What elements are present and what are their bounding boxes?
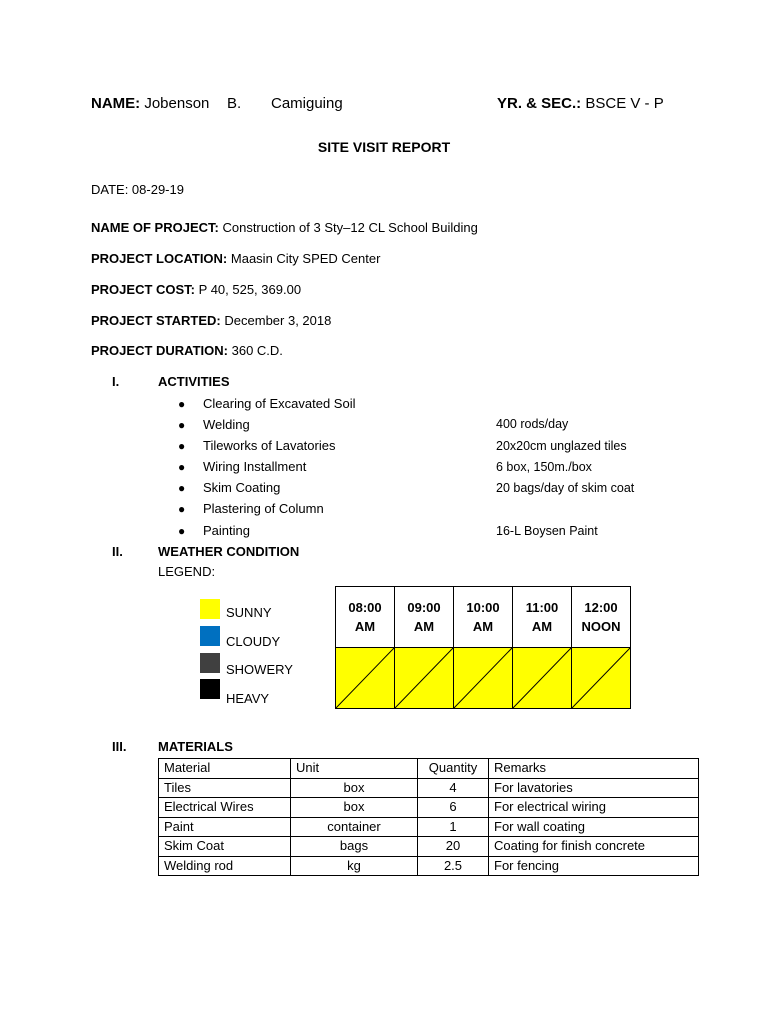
weather-condition-row <box>336 648 631 709</box>
field-value: Maasin City SPED Center <box>230 251 381 266</box>
time-period: AM <box>531 619 553 634</box>
time-value: 11:00 <box>525 600 559 615</box>
time-header-cell <box>454 587 513 648</box>
section-title-materials: MATERIALS <box>158 739 233 754</box>
name-middle: B. <box>227 95 242 112</box>
bullet-icon: ● <box>178 397 186 411</box>
time-value: 12:00 <box>584 600 618 615</box>
remarks-cell: For wall coating <box>489 817 699 837</box>
remarks-cell: Coating for finish concrete <box>489 837 699 857</box>
activity-remark: 20x20cm unglazed tiles <box>496 439 627 453</box>
time-period: AM <box>413 619 435 634</box>
section-title-weather: WEATHER CONDITION <box>158 544 300 559</box>
column-header-quantity: Quantity <box>418 759 489 779</box>
legend-swatch-showery <box>200 653 220 673</box>
table-header-row <box>159 759 699 779</box>
activity-name: Tileworks of Lavatories <box>203 438 336 453</box>
time-header-cell <box>395 587 454 648</box>
bullet-icon: ● <box>178 481 186 495</box>
weather-cell-sunny <box>513 648 572 709</box>
material-cell: Paint <box>159 817 291 837</box>
report-date: DATE: 08-29-19 <box>91 182 184 197</box>
yr-sec-value: BSCE V - P <box>585 95 664 112</box>
name-label: NAME: <box>91 95 141 112</box>
field-project-name <box>91 220 478 235</box>
legend-label-cloudy: CLOUDY <box>226 634 281 649</box>
yr-sec-label: YR. & SEC.: <box>497 95 582 112</box>
material-cell: Skim Coat <box>159 837 291 857</box>
field-project-duration <box>91 343 283 358</box>
legend-swatch-heavy <box>200 679 220 699</box>
section-number: I. <box>112 374 120 389</box>
activity-remark: 20 bags/day of skim coat <box>496 481 635 495</box>
weather-cell-sunny <box>336 648 395 709</box>
name-last: Camiguing <box>271 95 343 112</box>
unit-cell: box <box>291 798 418 818</box>
material-cell: Electrical Wires <box>159 798 291 818</box>
remarks-cell: For lavatories <box>489 778 699 798</box>
quantity-cell: 20 <box>418 837 489 857</box>
activity-name: Clearing of Excavated Soil <box>203 396 356 411</box>
name-first: Jobenson <box>144 95 210 112</box>
section-number: II. <box>112 544 123 559</box>
remarks-cell: For fencing <box>489 856 699 876</box>
legend-swatch-sunny <box>200 599 220 619</box>
bullet-icon: ● <box>178 439 186 453</box>
table-row <box>159 837 699 857</box>
weather-time-row <box>336 587 631 648</box>
activity-remark: 16-L Boysen Paint <box>496 524 598 538</box>
activity-name: Wiring Installment <box>203 459 307 474</box>
time-period: AM <box>472 619 494 634</box>
unit-cell: box <box>291 778 418 798</box>
material-cell: Tiles <box>159 778 291 798</box>
remarks-cell: For electrical wiring <box>489 798 699 818</box>
unit-cell: bags <box>291 837 418 857</box>
unit-cell: container <box>291 817 418 837</box>
activity-name: Skim Coating <box>203 480 281 495</box>
field-project-started <box>91 313 331 328</box>
field-value: P 40, 525, 369.00 <box>198 282 302 297</box>
activity-name: Welding <box>203 417 250 432</box>
quantity-cell: 1 <box>418 817 489 837</box>
table-row <box>159 798 699 818</box>
material-cell: Welding rod <box>159 856 291 876</box>
table-row <box>159 817 699 837</box>
weather-cell-sunny <box>454 648 513 709</box>
activity-name: Painting <box>203 523 250 538</box>
time-header-cell <box>572 587 631 648</box>
field-value: 360 C.D. <box>231 343 283 358</box>
quantity-cell: 6 <box>418 798 489 818</box>
table-row <box>159 778 699 798</box>
legend-swatch-cloudy <box>200 626 220 646</box>
section-title-activities: ACTIVITIES <box>158 374 230 389</box>
time-value: 08:00 <box>348 600 382 615</box>
legend-label-heavy: HEAVY <box>226 691 270 706</box>
field-project-cost <box>91 282 301 297</box>
bullet-icon: ● <box>178 460 186 474</box>
bullet-icon: ● <box>178 524 186 538</box>
section-number: III. <box>112 739 127 754</box>
time-period: AM <box>354 619 376 634</box>
field-value: Construction of 3 Sty–12 CL School Building <box>222 220 478 235</box>
bullet-icon: ● <box>178 502 186 516</box>
field-value: December 3, 2018 <box>224 313 332 328</box>
column-header-unit: Unit <box>291 759 418 779</box>
field-label: PROJECT LOCATION: <box>91 251 228 266</box>
student-name-line <box>91 95 209 112</box>
field-project-location <box>91 251 380 266</box>
time-header-cell <box>336 587 395 648</box>
time-value: 09:00 <box>407 600 441 615</box>
weather-table <box>335 586 631 709</box>
column-header-remarks: Remarks <box>489 759 699 779</box>
legend-label: LEGEND: <box>158 564 216 579</box>
field-label: PROJECT DURATION: <box>91 343 228 358</box>
table-row <box>159 856 699 876</box>
field-label: PROJECT COST: <box>91 282 196 297</box>
legend-label-showery: SHOWERY <box>226 662 293 677</box>
column-header-material: Material <box>159 759 291 779</box>
activity-remark: 6 box, 150m./box <box>496 460 592 474</box>
field-label: NAME OF PROJECT: <box>91 220 219 235</box>
quantity-cell: 2.5 <box>418 856 489 876</box>
year-section-line <box>497 95 664 112</box>
weather-cell-sunny <box>572 648 631 709</box>
time-value: 10:00 <box>466 600 500 615</box>
weather-cell-sunny <box>395 648 454 709</box>
bullet-icon: ● <box>178 418 186 432</box>
materials-table <box>158 758 699 876</box>
time-period: NOON <box>581 619 621 634</box>
unit-cell: kg <box>291 856 418 876</box>
legend-label-sunny: SUNNY <box>226 605 272 620</box>
activity-name: Plastering of Column <box>203 501 324 516</box>
report-title: SITE VISIT REPORT <box>317 139 451 155</box>
time-header-cell <box>513 587 572 648</box>
quantity-cell: 4 <box>418 778 489 798</box>
activity-remark: 400 rods/day <box>496 417 569 431</box>
field-label: PROJECT STARTED: <box>91 313 221 328</box>
